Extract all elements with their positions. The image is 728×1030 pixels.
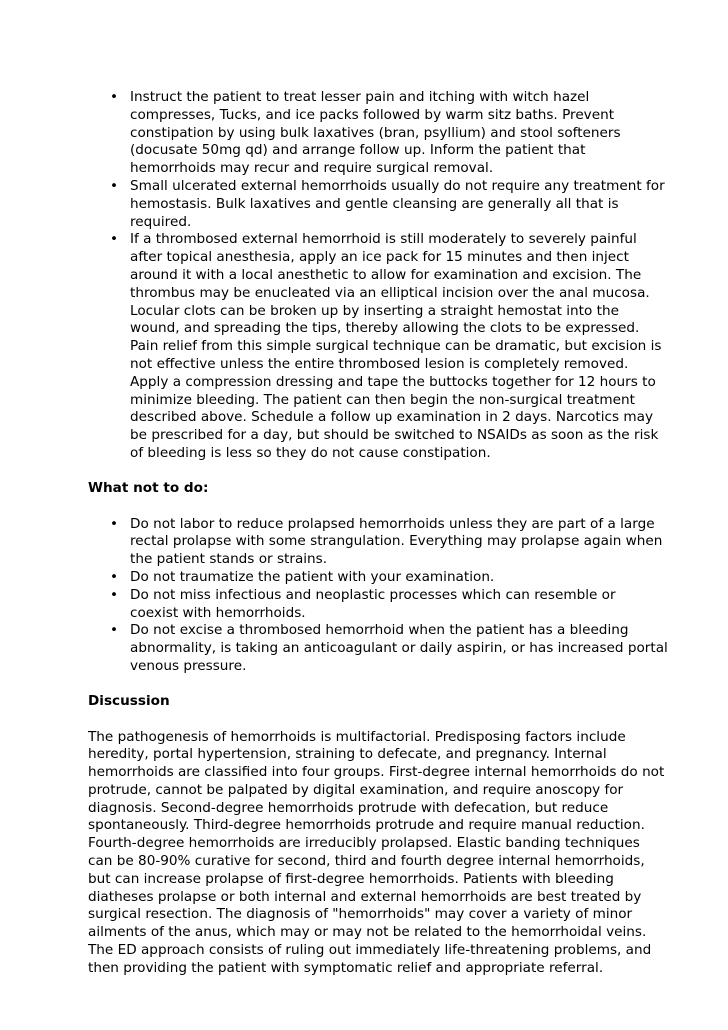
- list-item-text: Instruct the patient to treat lesser pain and itching with witch hazel compresses, Tucks, and ice packs followed by warm sitz baths. Prevent constipation by using bulk laxatives (bran, psyllium) and stool softeners (docusate 50mg qd) and arrange follow up. Inform the patient that hemorrhoids may recur and require surgical removal.: [130, 89, 621, 177]
- list-item: [88, 89, 668, 178]
- list-item-text: Do not labor to reduce prolapsed hemorrhoids unless they are part of a large rectal prolapse with some strangulation. Everything may prolapse again when the patient stands or strains.: [130, 515, 663, 568]
- list-item-text: Do not traumatize the patient with your examination.: [130, 568, 495, 585]
- bullet-icon: •: [109, 568, 119, 585]
- bullet-icon: •: [109, 586, 119, 603]
- treatment-list: [88, 89, 668, 463]
- what-not-to-do-heading: What not to do:: [88, 479, 209, 496]
- list-item-text: Do not miss infectious and neoplastic processes which can resemble or coexist with hemorrhoids.: [130, 586, 616, 621]
- bullet-icon: •: [109, 515, 119, 532]
- list-item-text: Do not excise a thrombosed hemorrhoid when the patient has a bleeding abnormality, is taking an anticoagulant or daily aspirin, or has increased portal venous pressure.: [130, 622, 668, 674]
- list-item-text: If a thrombosed external hemorrhoid is still moderately to severely painful after topical anesthesia, apply an ice pack for 15 minutes and then inject around it with a local anesthetic to allow for examination and excision. The thrombus may be enucleated via an elliptical incision over the anal mucosa. Locular clots can be broken up by inserting a straight hemostat into the wound, and spreading the tips, thereby allowing the clots to be expressed. Pain relief from this simple surgical technique can be dramatic, but excision is not effective unless the entire thrombosed lesion is completely removed. Apply a compression dressing and tape the buttocks together for 12 hours to minimize bleeding. The patient can then begin the non-surgical treatment described above. Schedule a follow up examination in 2 days. Narcotics may be prescribed for a day, but should be switched to NSAIDs as soon as the risk of bleeding is less so they do not cause constipation.: [130, 231, 662, 461]
- discussion-heading: Discussion: [88, 692, 170, 709]
- list-item: [88, 569, 668, 587]
- list-item: [88, 516, 668, 569]
- list-item: [88, 622, 668, 675]
- bullet-icon: •: [109, 231, 119, 248]
- discussion-paragraph: The pathogenesis of hemorrhoids is multifactorial. Predisposing factors include heredity, portal hypertension, straining to defecate, and pregnancy. Internal hemorrhoids are classified into four groups. First-degree internal hemorrhoids do not protrude, cannot be palpated by digital examination, and require anoscopy for diagnosis. Second-degree hemorrhoids protrude with defecation, but reduce spontaneously. Third-degree hemorrhoids protrude and require manual reduction. Fourth-degree hemorrhoids are irreducibly prolapsed. Elastic banding techniques can be 80-90% curative for second, third and fourth degree internal hemorrhoids, but can increase prolapse of first-degree hemorrhoids. Patients with bleeding diatheses prolapse or both internal and external hemorrhoids are best treated by surgical resection. The diagnosis of "hemorrhoids" may cover a variety of minor ailments of the anus, which may or may not be related to the hemorrhoidal veins. The ED approach consists of ruling out immediately life-threatening problems, and then providing the patient with symptomatic relief and appropriate referral.: [88, 728, 665, 976]
- list-item: [88, 231, 668, 462]
- bullet-icon: •: [109, 89, 119, 105]
- list-item: [88, 178, 668, 231]
- list-item: [88, 587, 668, 623]
- page-content: [88, 89, 668, 978]
- bullet-icon: •: [109, 622, 119, 639]
- what-not-to-do-list: [88, 516, 668, 676]
- list-item-text: Small ulcerated external hemorrhoids usually do not require any treatment for hemostasis. Bulk laxatives and gentle cleansing are generally all that is required.: [130, 177, 665, 230]
- bullet-icon: •: [109, 177, 119, 194]
